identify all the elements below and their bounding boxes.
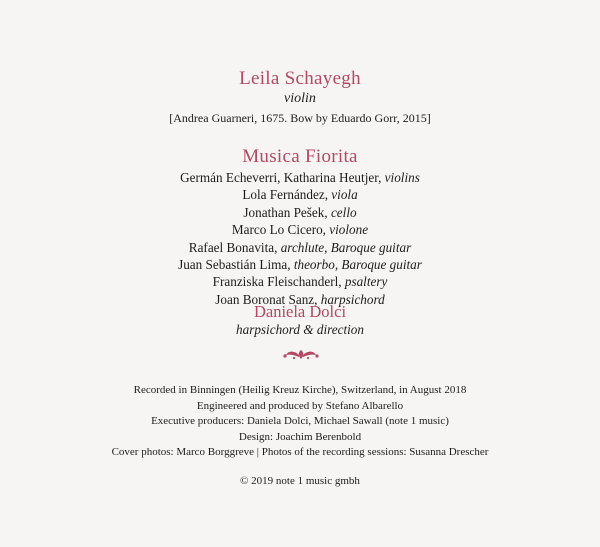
member-names: Rafael Bonavita,	[188, 239, 281, 255]
member-names: Juan Sebastián Lima,	[178, 257, 294, 273]
member-instrument: cello	[330, 204, 357, 220]
member-names: Franziska Fleischanderl,	[212, 274, 345, 290]
soloist-role: violin	[284, 91, 316, 106]
member-instrument: violone	[329, 222, 369, 238]
director-role: harpsichord & direction	[236, 322, 364, 337]
credit-line: Design: Joachim Berenbold	[238, 430, 362, 443]
instrument-note: [Andrea Guarneri, 1675. Bow by Eduardo Gorr, 2015]	[169, 111, 431, 125]
member-instrument: theorbo, Baroque guitar	[293, 257, 422, 273]
member-line	[0, 221, 600, 238]
copyright-notice: © 2019 note 1 music gmbh	[240, 475, 360, 487]
member-line	[0, 239, 600, 256]
credit-line: Cover photos: Marco Borggreve | Photos of the recording sessions: Susanna Drescher	[111, 446, 489, 459]
credit-line: Recorded in Binningen (Heilig Kreuz Kirche), Switzerland, in August 2018	[133, 384, 467, 396]
member-names: Jonathan Pešek,	[243, 204, 331, 220]
credit-line: Engineered and produced by Stefano Albarello	[196, 399, 404, 412]
member-names: Joan Boronat Sanz,	[215, 291, 321, 307]
member-names: Marco Lo Cicero,	[231, 222, 330, 238]
member-line	[0, 273, 600, 290]
member-instrument: archlute, Baroque guitar	[280, 239, 412, 255]
soloist-name: Leila Schayegh	[239, 68, 361, 89]
ensemble-name: Musica Fiorita	[242, 146, 358, 167]
member-line	[0, 169, 600, 186]
director-name: Daniela Dolci	[253, 302, 347, 321]
member-instrument: harpsichord	[320, 291, 385, 307]
floral-ornament-icon	[282, 346, 320, 362]
credit-line: Executive producers: Daniela Dolci, Michael Sawall (note 1 music)	[151, 415, 449, 428]
member-line	[0, 256, 600, 273]
member-instrument: violins	[384, 170, 420, 185]
credits-list	[0, 383, 600, 461]
member-names: Germán Echeverri, Katharina Heutjer,	[180, 170, 385, 185]
member-line	[0, 204, 600, 221]
member-names: Lola Fernández,	[242, 187, 332, 203]
ensemble-members-list	[0, 169, 600, 308]
member-instrument: viola	[331, 187, 358, 203]
member-line	[0, 186, 600, 203]
member-instrument: psaltery	[344, 274, 388, 290]
